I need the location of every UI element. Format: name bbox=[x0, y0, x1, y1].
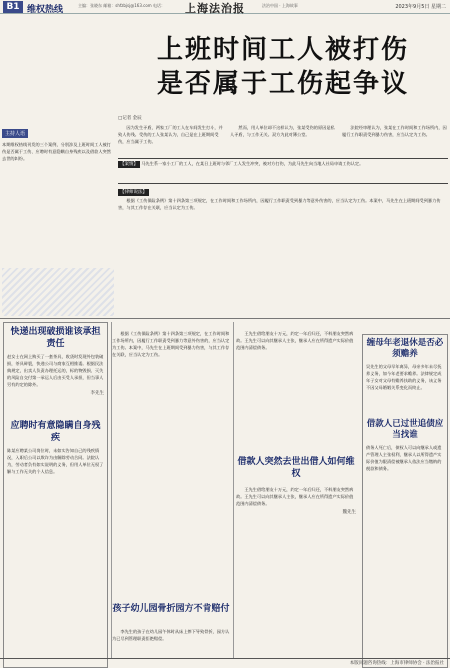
middle-column-text bbox=[112, 330, 230, 600]
article-text-debt: 债务人死亡后，债权人可以向继承人或遗产管理人主张权利，继承人以所得遗产实际价值为限清偿被继承人依法应当缴纳的税款和债务。 bbox=[366, 445, 442, 471]
article-title-loan: 借款人突然去世出借人如何维权 bbox=[237, 457, 355, 479]
host-note-tag: 主持人语 bbox=[2, 129, 28, 138]
case-text: 马先生系一家小工厂的工人，在某日上班时与邻厂工人发生冲突，被对方打伤，为此马先生向当地人社局申请工伤认定。 bbox=[141, 161, 364, 166]
article-author-loan: 魏先生 bbox=[342, 510, 356, 515]
verdict-label: 【律师说法】 bbox=[120, 190, 147, 195]
article-text-loan bbox=[236, 486, 356, 654]
lead-column-3 bbox=[342, 124, 448, 156]
right-column bbox=[362, 334, 448, 668]
article-text-express: 赵女士在网上购买了一套茶具，收货时发现外包装破损，茶具碎裂，快递公司与商家互相推诿。根据民法典规定，出卖人负责办理托运的，标的物毁损、灭失的风险自交付第一承运人后由买受人承担，但当事人另有约定的除外。 bbox=[7, 354, 104, 387]
issue-date: 2023年9月5日 星期二 bbox=[395, 4, 446, 10]
host-note bbox=[2, 120, 114, 162]
masthead-bar bbox=[0, 0, 450, 14]
newspaper-logo: 上海法治报 bbox=[185, 2, 245, 15]
continued-text: 根据《工伤保险条例》第十四条第三项规定，在工作时间和工作场所内，因履行工作职责受到暴力等意外伤害的，应当认定为工伤。本案中，马先生在上班期间受到暴力伤害，与其工作存在关联，应当认定为工伤。 bbox=[112, 331, 230, 357]
loan-body: 王先生借给朋友十万元，约定一年后归还，不料朋友突然病故。王先生可以向其继承人主张，继承人应在所得遗产实际价值范围内清偿债务。 bbox=[236, 487, 354, 506]
left-column bbox=[3, 322, 108, 668]
page-number: B1 bbox=[3, 1, 23, 13]
column-rule bbox=[111, 322, 112, 658]
lead-paragraph: 法院经审理认为，张某在工作时间和工作场所内，因履行工作职责受到暴力伤害，应当认定为工伤。 bbox=[342, 125, 447, 137]
kindergarten-text: 李先生的孩子在幼儿园午休时从床上摔下导致骨折，园方认为已尽到管理职责拒绝赔偿。 bbox=[112, 629, 230, 641]
headline-line-1: 上班时间工人被打伤 bbox=[156, 35, 409, 65]
lawyer-opinion bbox=[118, 188, 448, 280]
article-title-express: 快递出现破损谁该承担责任 bbox=[10, 327, 101, 349]
column-rule bbox=[233, 322, 234, 658]
page-footer: 本版问题咨询热线：上海市律师协会 · 法治报社 bbox=[0, 658, 450, 668]
case-label: 【案情】 bbox=[120, 162, 138, 167]
decorative-pattern bbox=[2, 268, 114, 316]
lead-paragraph: 因为发生矛盾，两家工厂的工人在车间发生打斗，并致人伤残。受伤的工人张某认为，自己是在上班期间受伤，应当属于工伤。 bbox=[118, 125, 223, 144]
lead-column-2 bbox=[230, 124, 336, 156]
section-title: 维权热线 bbox=[27, 5, 64, 15]
lead-column-1 bbox=[118, 124, 224, 156]
article-title-recruit: 应聘时有意隐瞒自身残疾 bbox=[10, 421, 101, 443]
article-author-express: 李先生 bbox=[90, 391, 104, 396]
article-title-debt: 借款人已过世追债应当找谁 bbox=[366, 419, 444, 440]
case-summary bbox=[118, 158, 448, 184]
section-divider bbox=[0, 318, 450, 319]
newspaper-slogan: 法治中国 · 上海故事 bbox=[262, 3, 298, 8]
article-text-kindergarten bbox=[112, 628, 230, 656]
article-text-recruit: 陈某应聘某公司岗位时，未如实告知自己的残疾情况，入职后公司以欺诈为由解除劳动合同。法院认为，劳动者负有如实说明的义务，但用人单位无权了解与工作无关的个人信息。 bbox=[7, 448, 104, 474]
host-note-text: 本期维权热线刊发的三个案例，分别涉及上班时间工人被打伤是否属于工伤、应聘时有意隐瞒自身残疾以及借款人突然去世的纠纷。 bbox=[2, 142, 111, 161]
editor-info: 主编：张晓东 邮箱：shfzbjsj@163.com 电话： bbox=[78, 3, 165, 8]
main-headline bbox=[118, 20, 448, 112]
headline-line-2: 是否属于工伤起争议 bbox=[156, 69, 409, 99]
article-text-support: 吴先生的父母早年离异，母亲多年未尽抚养义务，如今年老要求赡养。法律规定成年子女对父母有赡养扶助的义务，该义务不因父母婚姻关系变化而终止。 bbox=[366, 364, 442, 390]
loan-text: 王先生借给朋友十万元，约定一年后归还，不料朋友突然病故。王先生可以向其继承人主张，继承人应在所得遗产实际价值范围内清偿债务。 bbox=[236, 331, 354, 350]
article-title-kindergarten: 孩子幼儿园骨折园方不肯赔付 bbox=[112, 604, 230, 614]
verdict-text: 根据《工伤保险条例》第十四条第三项规定，在工作时间和工作场所内，因履行工作职责受到暴力等意外伤害的，应当认定为工伤。本案中，马先生在上班期间受到暴力伤害，与其工作存在关联，应当认定为工伤。 bbox=[118, 198, 441, 210]
byline: □记者 金辰 bbox=[118, 116, 142, 121]
lead-paragraph: 然而，用人单位却不这样认为，张某受伤的原因是私人矛盾，与工作无关。双方为此对簿公堂。 bbox=[230, 125, 335, 137]
right-middle-text bbox=[236, 330, 356, 426]
article-title-support: 缠母年老退休是否必须赡养 bbox=[366, 338, 444, 359]
